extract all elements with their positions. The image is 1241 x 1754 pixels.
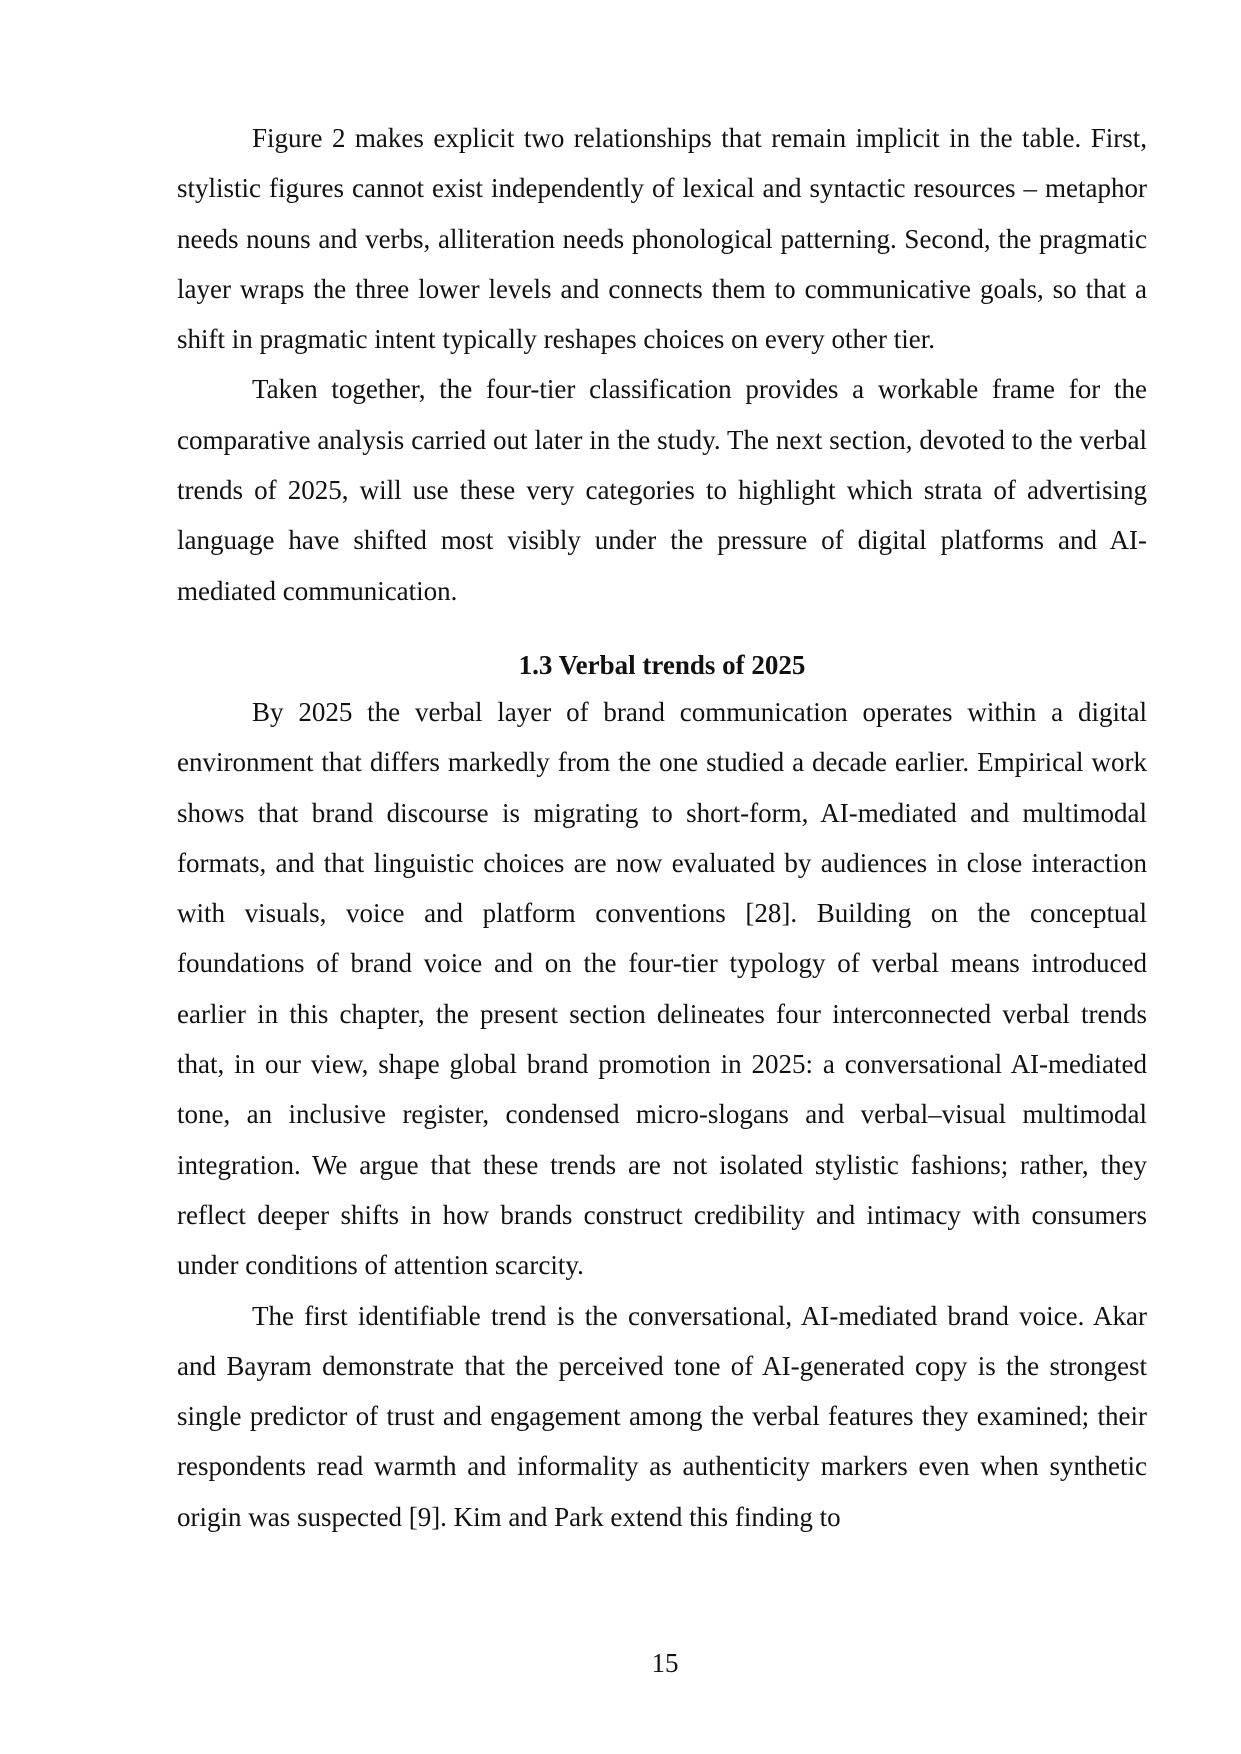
paragraph-four-tier-summary: Taken together, the four-tier classification provides a workable frame for the comparative analysis carried out later in the study. The next section, devoted to the verbal trends of 2025, will use these very categories to highlight which strata of advertising language have shifted most visibly under the pressure of digital platforms and AI-mediated communication. [177, 374, 1147, 606]
paragraph-digital-environment: By 2025 the verbal layer of brand communication operates within a digital environment that differs markedly from the one studied a decade earlier. Empirical work shows that brand discourse is migrating to short-form, AI-mediated and multimodal formats, and that linguistic choices are now evaluated by audiences in close interaction with visuals, voice and platform conventions [28]. Building on the conceptual foundations of brand voice and on the four-tier typology of verbal means introduced earlier in this chapter, the present section delineates four interconnected verbal trends that, in our view, shape global brand promotion in 2025: a conversational AI-mediated tone, an inclusive register, condensed micro-slogans and verbal–visual multimodal integration. We argue that these trends are not isolated stylistic fashions; rather, they reflect deeper shifts in how brands construct credibility and intimacy with consumers under conditions of attention scarcity. [177, 696, 1147, 1281]
document-page [177, 113, 1147, 1542]
paragraph-figure-2-discussion: Figure 2 makes explicit two relationships that remain implicit in the table. First, stylistic figures cannot exist independently of lexical and syntactic resources – metaphor needs nouns and verbs, alliteration needs phonological patterning. Second, the pragmatic layer wraps the three lower levels and connects them to communicative goals, so that a shift in pragmatic intent typically reshapes choices on every other tier. [177, 123, 1147, 355]
paragraph-first-trend: The first identifiable trend is the conversational, AI-mediated brand voice. Akar and Bayram demonstrate that the perceived tone of AI-generated copy is the strongest single predictor of trust and engagement among the verbal features they examined; their respondents read warmth and informality as authenticity markers even when synthetic origin was suspected [9]. Kim and Park extend this finding to [177, 1300, 1147, 1532]
section-heading: 1.3 Verbal trends of 2025 [518, 649, 806, 680]
page-number: 15 [651, 1648, 679, 1678]
section-heading-wrapper [177, 640, 1147, 690]
